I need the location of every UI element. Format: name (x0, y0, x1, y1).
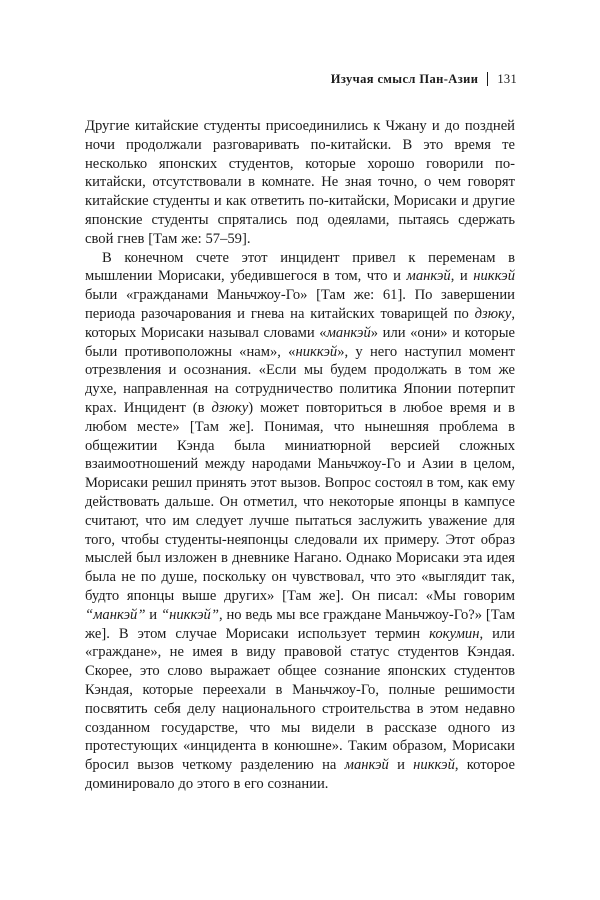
italic-term: манкэй (344, 757, 389, 774)
italic-term: кокумин (429, 625, 480, 642)
paragraph (85, 117, 515, 249)
text-run: и (145, 606, 161, 623)
italic-term: “манкэй” (85, 606, 146, 623)
text-run: , которых Морисаки называл словами « (85, 305, 515, 341)
italic-term: никкэй (413, 757, 455, 774)
page-header (85, 72, 517, 86)
page-number: 131 (497, 72, 517, 86)
text-run: ) может повториться в любое время и в любом месте» [Там же]. Понимая, что нынешняя проблема в общежитии Кэнда была миниатюрной версией сложных взаимоотношений между народами Маньчжоу-Го и Азии в целом, Морисаки решил принять этот вызов. Вопрос состоял в том, как ему действовать дальше. Он отметил, что некоторые японцы в кампусе считают, что им следует лучше пытаться заслужить уважение для того, чтобы студенты-неяпонцы следовали их примеру. Этот образ мыслей был изложен в дневнике Нагано. Однако Морисаки эта идея была не по душе, поскольку он чувствовал, что это «выглядит так, будто японцы выше других» [Там же]. Он писал: «Мы говорим (85, 399, 515, 604)
body-text (85, 117, 515, 794)
running-title: Изучая смысл Пан-Азии (330, 72, 479, 86)
italic-term: манкэй (326, 324, 371, 341)
text-run: , которое доминировало до этого в его сознании. (85, 757, 515, 792)
text-run: , или «граждане», не имея в виду правовой статус студентов Кэндая. Скорее, это слово выражает общее сознание японских студентов Кэндая, которые переехали в Маньчжоу-Го, полные решимости посвятить себя делу национального строительства в этом недавно созданном государстве, что мы видели в рассказе одного из протестующих «инцидента в конюшне». Таким образом, Морисаки бросил вызов четкому разделению на (85, 625, 515, 774)
italic-term: никкэй (295, 343, 338, 360)
text-run: , но ведь мы все граждане Маньчжоу-Го?» [Там же]. В этом случае Морисаки использует термин (85, 606, 515, 642)
text-run: Другие китайские студенты присоединились к Чжану и до поздней ночи продолжали разговаривать по-китайски. В это время те несколько японских студентов, которые хорошо говорили по-китайски, отсутствовали в комнате. Не зная точно, о чем говорят китайские студенты и как ответить по-китайски, Морисаки и другие японские студенты спрятались под одеялами, пытаясь сдержать свой гнев [Там же: 57–59]. (85, 118, 515, 247)
text-run: В конечном счете этот инцидент привел к переменам в мышлении Морисаки, убедившегося в том, что и (85, 249, 515, 285)
text-run: » или «они» и которые были противоположны «нам», « (85, 324, 515, 360)
italic-term: дзюку (474, 305, 512, 322)
paragraph (85, 249, 515, 794)
header-divider (487, 72, 488, 86)
text-run: были «гражданами Маньчжоу-Го» [Там же: 61]. По завершении периода разочарования и гнева на китайских товарищей по (85, 287, 515, 322)
italic-term: дзюку (211, 399, 249, 416)
italic-term: “никкэй” (160, 606, 219, 623)
italic-term: никкэй (473, 268, 515, 285)
italic-term: манкэй (406, 268, 451, 285)
text-run: , и (450, 268, 474, 285)
text-run: и (388, 757, 414, 774)
text-run: », у него наступил момент отрезвления и осознания. «Если мы будем продолжать в том же духе, направленная на сотрудничество политика Японии потерпит крах. Инцидент (в (85, 343, 515, 416)
